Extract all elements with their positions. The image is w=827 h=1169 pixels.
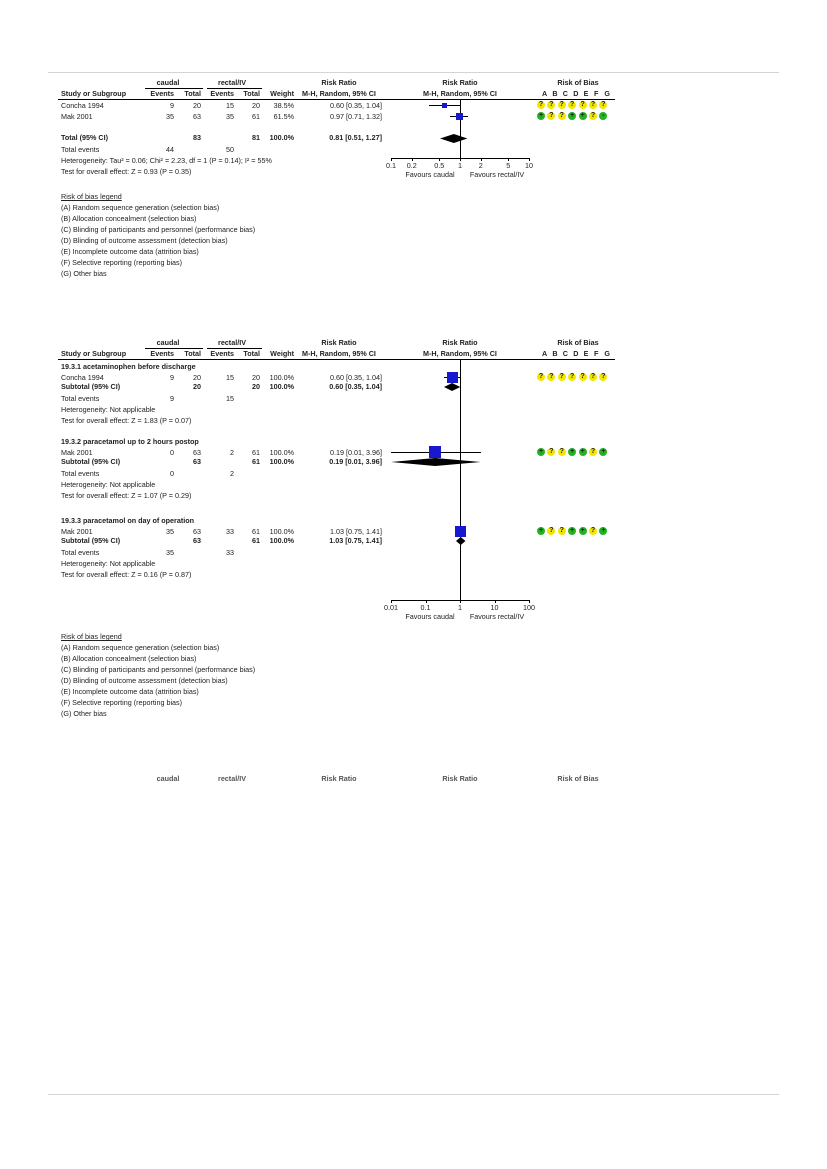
rob-dot-f: ?	[590, 448, 596, 455]
col-group-caudal: caudal	[156, 338, 180, 347]
study-square	[455, 526, 466, 537]
overall-effect: Test for overall effect: Z = 1.83 (P = 0.07)	[61, 416, 192, 425]
axis-favours-right: Favours rectal/IV	[469, 170, 525, 179]
axis-tick-label: 2	[478, 161, 483, 170]
col-method-plot: M-H, Random, 95% CI	[423, 89, 497, 98]
axis-tick-label: 0.2	[406, 161, 417, 170]
rob-dot-a: ?	[538, 373, 544, 380]
subtotal-caudal: 20	[193, 382, 201, 391]
overall-effect: Test for overall effect: Z = 0.16 (P = 0.87)	[61, 570, 192, 579]
rob-letter-d: D	[573, 349, 579, 358]
col-risk-ratio-plot: Risk Ratio	[442, 338, 478, 347]
study-name: Concha 1994	[61, 373, 104, 382]
axis-tick-label: 10	[525, 161, 533, 170]
legend-item: (E) Incomplete outcome data (attrition bias)	[61, 687, 199, 696]
partial-header-label: caudal	[156, 774, 180, 783]
total-events-label: Total events	[61, 548, 100, 557]
events-rectal: 15	[226, 373, 234, 382]
rob-letter-e: E	[583, 89, 589, 98]
heterogeneity: Heterogeneity: Tau² = 0.06; Chi² = 2.23, df = 1 (P = 0.14); I² = 55%	[61, 156, 272, 165]
col-risk-of-bias: Risk of Bias	[557, 338, 599, 347]
col-events-2: Events	[210, 89, 234, 98]
no-effect-line	[460, 99, 461, 158]
rob-dot-d: +	[570, 448, 575, 455]
subtotal-weight: 100.0%	[269, 536, 294, 545]
col-group-rectal: rectal/IV	[218, 338, 246, 347]
rob-dot-f: ?	[590, 112, 596, 119]
legend-item: (D) Blinding of outcome assessment (detection bias)	[61, 676, 228, 685]
axis-tick-label: 5	[506, 161, 511, 170]
rob-letter-a: A	[542, 89, 548, 98]
rob-dot-e: ?	[580, 373, 585, 380]
total-caudal: 83	[193, 133, 201, 142]
risk-ratio-ci: 0.97 [0.71, 1.32]	[330, 112, 382, 121]
axis-tick-label: 0.5	[434, 161, 445, 170]
total-ci: 0.81 [0.51, 1.27]	[329, 133, 382, 142]
rob-letter-c: C	[562, 89, 568, 98]
subgroup-title: 19.3.3 paracetamol on day of operation	[61, 516, 195, 525]
total-events-rectal: 2	[230, 469, 234, 478]
col-total-2: Total	[243, 89, 260, 98]
subtotal-rectal: 61	[252, 536, 260, 545]
subgroup-title: 19.3.2 paracetamol up to 2 hours postop	[61, 437, 199, 446]
rob-letter-g: G	[604, 89, 610, 98]
total-label: Total (95% CI)	[61, 133, 108, 142]
axis-favours-right: Favours rectal/IV	[469, 612, 525, 621]
subtotal-ci: 1.03 [0.75, 1.41]	[329, 536, 382, 545]
total-caudal: 20	[193, 101, 201, 110]
overall-effect: Test for overall effect: Z = 1.07 (P = 0.29)	[61, 491, 192, 500]
overall-effect: Test for overall effect: Z = 0.93 (P = 0.35)	[61, 167, 192, 176]
total-events-caudal: 35	[166, 548, 174, 557]
col-events-1: Events	[150, 349, 174, 358]
study-name: Mak 2001	[61, 448, 93, 457]
events-caudal: 9	[170, 101, 174, 110]
rob-letter-f: F	[594, 89, 599, 98]
subtotal-caudal: 63	[193, 536, 201, 545]
subtotal-diamond	[443, 383, 461, 391]
axis-tick-label: 0.01	[384, 603, 398, 612]
rob-dot-g: +	[601, 448, 606, 455]
subtotal-ci: 0.60 [0.35, 1.04]	[329, 382, 382, 391]
total-events-rectal: 15	[226, 394, 234, 403]
total-events-label: Total events	[61, 145, 100, 154]
rob-dot-f: ?	[590, 101, 596, 108]
legend-item: (C) Blinding of participants and personnel (performance bias)	[61, 665, 256, 674]
axis-tick-label: 1	[458, 161, 462, 170]
top-page-rule	[48, 72, 779, 73]
rob-letter-a: A	[542, 349, 548, 358]
rob-dot-d: +	[570, 527, 575, 534]
rob-dot-b: ?	[549, 527, 554, 534]
study-name: Mak 2001	[61, 112, 93, 121]
risk-ratio-ci: 0.19 [0.01, 3.96]	[330, 448, 382, 457]
rob-dot-g: ?	[601, 101, 606, 108]
total-events-label: Total events	[61, 394, 100, 403]
total-events-caudal: 9	[170, 394, 174, 403]
study-name: Mak 2001	[61, 527, 93, 536]
total-rectal: 20	[252, 101, 260, 110]
rob-dot-f: ?	[590, 527, 596, 534]
col-total-1: Total	[184, 349, 201, 358]
subtotal-rectal: 61	[252, 457, 260, 466]
axis-tick-label: 0.1	[420, 603, 431, 612]
no-effect-line	[460, 360, 461, 600]
study-square	[456, 113, 463, 120]
legend-title: Risk of bias legend	[61, 632, 122, 641]
events-caudal: 0	[170, 448, 174, 457]
subtotal-diamond-shape	[391, 458, 481, 466]
subtotal-caudal: 63	[193, 457, 201, 466]
rob-dot-e: +	[580, 448, 585, 455]
rob-letter-b: B	[552, 89, 558, 98]
axis-favours-left: Favours caudal	[405, 170, 455, 179]
events-rectal: 2	[230, 448, 234, 457]
heterogeneity: Heterogeneity: Not applicable	[61, 405, 156, 414]
total-rectal: 20	[252, 373, 260, 382]
subtotal-rectal: 20	[252, 382, 260, 391]
rob-letter-f: F	[594, 349, 599, 358]
rob-dot-c: ?	[559, 448, 564, 455]
risk-ratio-ci: 0.60 [0.35, 1.04]	[330, 373, 382, 382]
legend-item: (C) Blinding of participants and personnel (performance bias)	[61, 225, 256, 234]
total-caudal: 20	[193, 373, 201, 382]
header-bottom-rule	[58, 359, 615, 360]
legend-item: (A) Random sequence generation (selection bias)	[61, 643, 220, 652]
total-events-rectal: 50	[226, 145, 234, 154]
heterogeneity: Heterogeneity: Not applicable	[61, 480, 156, 489]
legend-item: (F) Selective reporting (reporting bias)	[61, 258, 183, 267]
partial-header-label: Risk Ratio	[442, 774, 478, 783]
rob-letter-d: D	[573, 89, 579, 98]
events-caudal: 35	[166, 527, 174, 536]
rob-dot-c: ?	[559, 373, 564, 380]
subtotal-label: Subtotal (95% CI)	[61, 457, 121, 466]
col-study: Study or Subgroup	[61, 349, 127, 358]
weight: 100.0%	[269, 373, 294, 382]
col-total-1: Total	[184, 89, 201, 98]
weight: 100.0%	[269, 527, 294, 536]
legend-title: Risk of bias legend	[61, 192, 122, 201]
rob-dot-e: +	[580, 112, 585, 119]
subtotal-diamond	[455, 537, 466, 545]
legend-item: (B) Allocation concealment (selection bias)	[61, 214, 197, 223]
subtotal-weight: 100.0%	[269, 457, 294, 466]
rob-dot-b: ?	[549, 448, 554, 455]
rob-dot-b: ?	[549, 373, 554, 380]
rob-dot-g: -	[599, 112, 607, 120]
rob-dot-g: +	[601, 527, 606, 534]
weight: 38.5%	[273, 101, 294, 110]
total-events-rectal: 33	[226, 548, 234, 557]
study-square	[429, 446, 441, 458]
rob-letter-g: G	[604, 349, 610, 358]
total-rectal: 61	[252, 112, 260, 121]
legend-item: (A) Random sequence generation (selection bias)	[61, 203, 220, 212]
risk-ratio-ci: 1.03 [0.75, 1.41]	[330, 527, 382, 536]
rob-dot-d: ?	[570, 373, 575, 380]
bottom-page-rule	[48, 1094, 779, 1095]
partial-header-label: Risk of Bias	[557, 774, 599, 783]
col-method-plot: M-H, Random, 95% CI	[423, 349, 497, 358]
rob-letter-b: B	[552, 349, 558, 358]
total-diamond-shape	[440, 134, 467, 143]
header-bottom-rule	[58, 99, 615, 100]
col-group-rectal: rectal/IV	[218, 78, 246, 87]
total-weight: 100.0%	[269, 133, 294, 142]
events-caudal: 35	[166, 112, 174, 121]
heterogeneity: Heterogeneity: Not applicable	[61, 559, 156, 568]
axis-tick-label: 1	[458, 603, 462, 612]
total-events-caudal: 0	[170, 469, 174, 478]
legend-item: (E) Incomplete outcome data (attrition bias)	[61, 247, 199, 256]
events-rectal: 33	[226, 527, 234, 536]
total-diamond	[439, 134, 468, 143]
col-group-caudal: caudal	[156, 78, 180, 87]
rob-dot-a: +	[538, 112, 544, 119]
rob-dot-c: ?	[559, 527, 564, 534]
rob-dot-f: ?	[590, 373, 596, 380]
total-caudal: 63	[193, 527, 201, 536]
total-caudal: 63	[193, 448, 201, 457]
axis-favours-left: Favours caudal	[405, 612, 455, 621]
col-risk-of-bias: Risk of Bias	[557, 78, 599, 87]
study-square	[442, 103, 447, 108]
study-name: Concha 1994	[61, 101, 104, 110]
axis-tick-label: 10	[490, 603, 499, 612]
total-rectal: 81	[252, 133, 260, 142]
partial-header-label: Risk Ratio	[321, 774, 357, 783]
legend-item: (G) Other bias	[61, 709, 107, 718]
col-method: M-H, Random, 95% CI	[302, 349, 376, 358]
rob-dot-b: ?	[549, 112, 554, 119]
study-square	[447, 372, 458, 383]
col-risk-ratio-plot: Risk Ratio	[442, 78, 478, 87]
rob-dot-d: ?	[570, 101, 575, 108]
rob-dot-b: ?	[549, 101, 554, 108]
col-weight: Weight	[270, 89, 294, 98]
subtotal-weight: 100.0%	[269, 382, 294, 391]
legend-item: (B) Allocation concealment (selection bias)	[61, 654, 197, 663]
col-events-2: Events	[210, 349, 234, 358]
subtotal-diamond-shape	[444, 383, 460, 391]
axis-tick-label: 0.1	[386, 161, 396, 170]
legend-item: (F) Selective reporting (reporting bias)	[61, 698, 183, 707]
partial-header-clip	[0, 774, 827, 783]
weight: 61.5%	[273, 112, 294, 121]
subgroup-title: 19.3.1 acetaminophen before discharge	[61, 362, 196, 371]
axis-tick-label: 100	[523, 603, 535, 612]
subtotal-diamond	[390, 458, 482, 466]
rob-dot-e: +	[580, 527, 585, 534]
rob-dot-a: +	[538, 527, 544, 534]
rob-dot-a: +	[538, 448, 544, 455]
col-events-1: Events	[150, 89, 174, 98]
partial-header-label: rectal/IV	[218, 774, 246, 783]
events-rectal: 35	[226, 112, 234, 121]
rob-letter-c: C	[562, 349, 568, 358]
col-weight: Weight	[270, 349, 294, 358]
subtotal-diamond-shape	[456, 537, 465, 545]
total-events-label: Total events	[61, 469, 100, 478]
risk-ratio-ci: 0.60 [0.35, 1.04]	[330, 101, 382, 110]
subtotal-ci: 0.19 [0.01, 3.96]	[329, 457, 382, 466]
total-events-caudal: 44	[166, 145, 174, 154]
rob-dot-a: ?	[538, 101, 544, 108]
total-rectal: 61	[252, 527, 260, 536]
subtotal-label: Subtotal (95% CI)	[61, 382, 121, 391]
total-caudal: 63	[193, 112, 201, 121]
weight: 100.0%	[269, 448, 294, 457]
col-method: M-H, Random, 95% CI	[302, 89, 376, 98]
rob-dot-e: ?	[580, 101, 585, 108]
legend-item: (D) Blinding of outcome assessment (detection bias)	[61, 236, 228, 245]
rob-dot-c: ?	[559, 112, 564, 119]
col-total-2: Total	[243, 349, 260, 358]
total-rectal: 61	[252, 448, 260, 457]
subtotal-label: Subtotal (95% CI)	[61, 536, 121, 545]
rob-dot-g: ?	[601, 373, 606, 380]
col-risk-ratio: Risk Ratio	[321, 338, 357, 347]
legend-item: (G) Other bias	[61, 269, 107, 278]
events-caudal: 9	[170, 373, 174, 382]
col-study: Study or Subgroup	[61, 89, 127, 98]
col-risk-ratio: Risk Ratio	[321, 78, 357, 87]
rob-dot-c: ?	[559, 101, 564, 108]
rob-dot-d: +	[570, 112, 575, 119]
rob-letter-e: E	[583, 349, 589, 358]
events-rectal: 15	[226, 101, 234, 110]
